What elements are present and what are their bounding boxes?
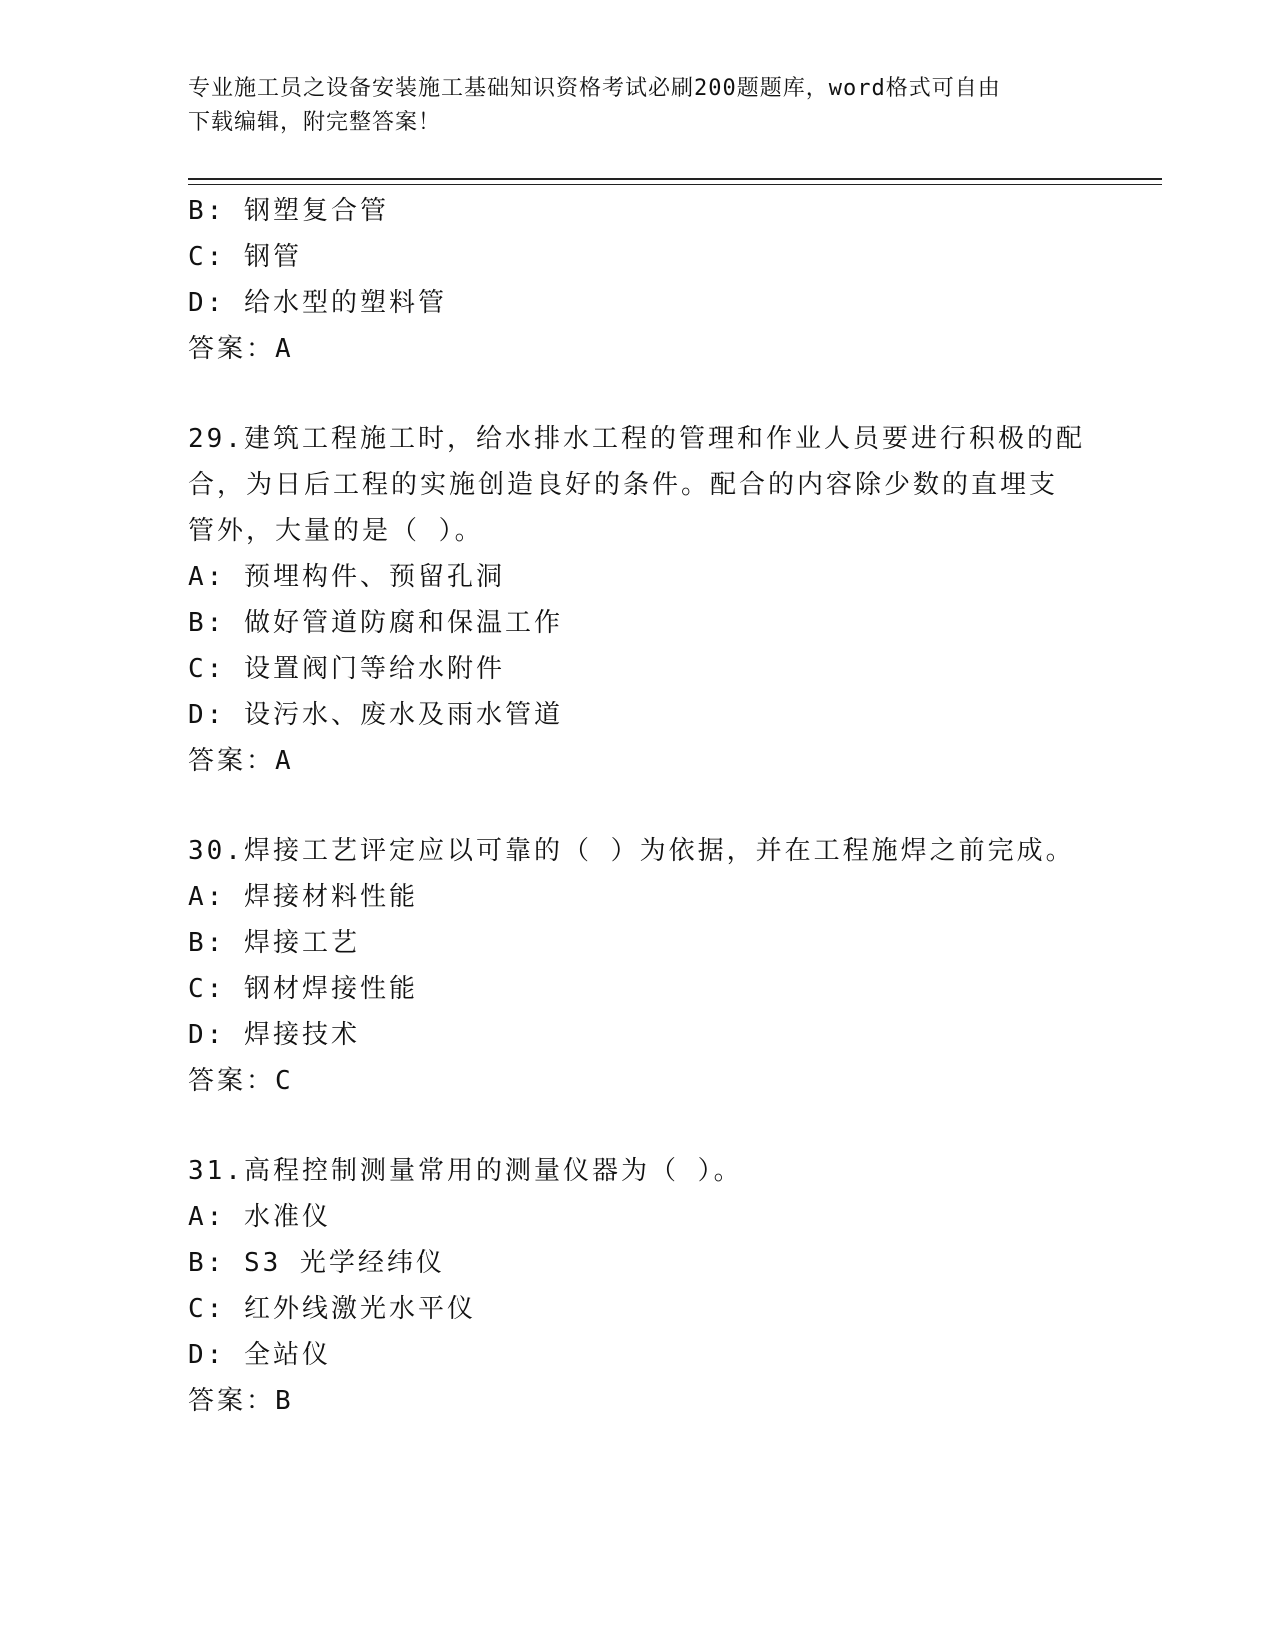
question-stem-line: 31.高程控制测量常用的测量仪器为（ ）。	[188, 1156, 743, 1186]
header-rule-thin	[188, 184, 1162, 185]
option-b: B: 钢塑复合管	[188, 196, 389, 226]
question-stem-line: 30.焊接工艺评定应以可靠的（ ）为依据，并在工程施焊之前完成。	[188, 836, 1075, 866]
option-d: D: 焊接技术	[188, 1020, 360, 1050]
option-b: B: 焊接工艺	[188, 928, 360, 958]
option-a: A: 焊接材料性能	[188, 882, 418, 912]
answer: 答案：A	[188, 334, 294, 364]
option-a: A: 水准仪	[188, 1202, 331, 1232]
option-b: B: 做好管道防腐和保温工作	[188, 608, 563, 638]
option-a: A: 预埋构件、预留孔洞	[188, 562, 505, 592]
header-rule-thick	[188, 178, 1162, 180]
option-d: D: 给水型的塑料管	[188, 288, 447, 318]
document-header	[188, 72, 1088, 140]
answer: 答案：A	[188, 746, 294, 776]
question-30	[188, 828, 1088, 1104]
option-c: C: 钢材焊接性能	[188, 974, 418, 1004]
option-c: C: 设置阀门等给水附件	[188, 654, 505, 684]
header-line-2: 下载编辑，附完整答案！	[188, 110, 442, 135]
option-c: C: 红外线激光水平仪	[188, 1294, 476, 1324]
answer: 答案：C	[188, 1066, 294, 1096]
question-stem-line: 合，为日后工程的实施创造良好的条件。配合的内容除少数的直埋支	[188, 470, 1059, 500]
option-c: C: 钢管	[188, 242, 302, 272]
header-line-1: 专业施工员之设备安装施工基础知识资格考试必刷200题题库，word格式可自由	[188, 76, 1001, 101]
answer: 答案：B	[188, 1386, 294, 1416]
question-28-continued	[188, 188, 1088, 372]
question-stem-line: 管外，大量的是（ ）。	[188, 516, 484, 546]
question-stem-line: 29.建筑工程施工时，给水排水工程的管理和作业人员要进行积极的配	[188, 424, 1085, 454]
option-b: B: S3 光学经纬仪	[188, 1248, 445, 1278]
question-29	[188, 416, 1088, 784]
option-d: D: 全站仪	[188, 1340, 331, 1370]
option-d: D: 设污水、废水及雨水管道	[188, 700, 563, 730]
question-list	[188, 188, 1088, 1424]
question-31	[188, 1148, 1088, 1424]
